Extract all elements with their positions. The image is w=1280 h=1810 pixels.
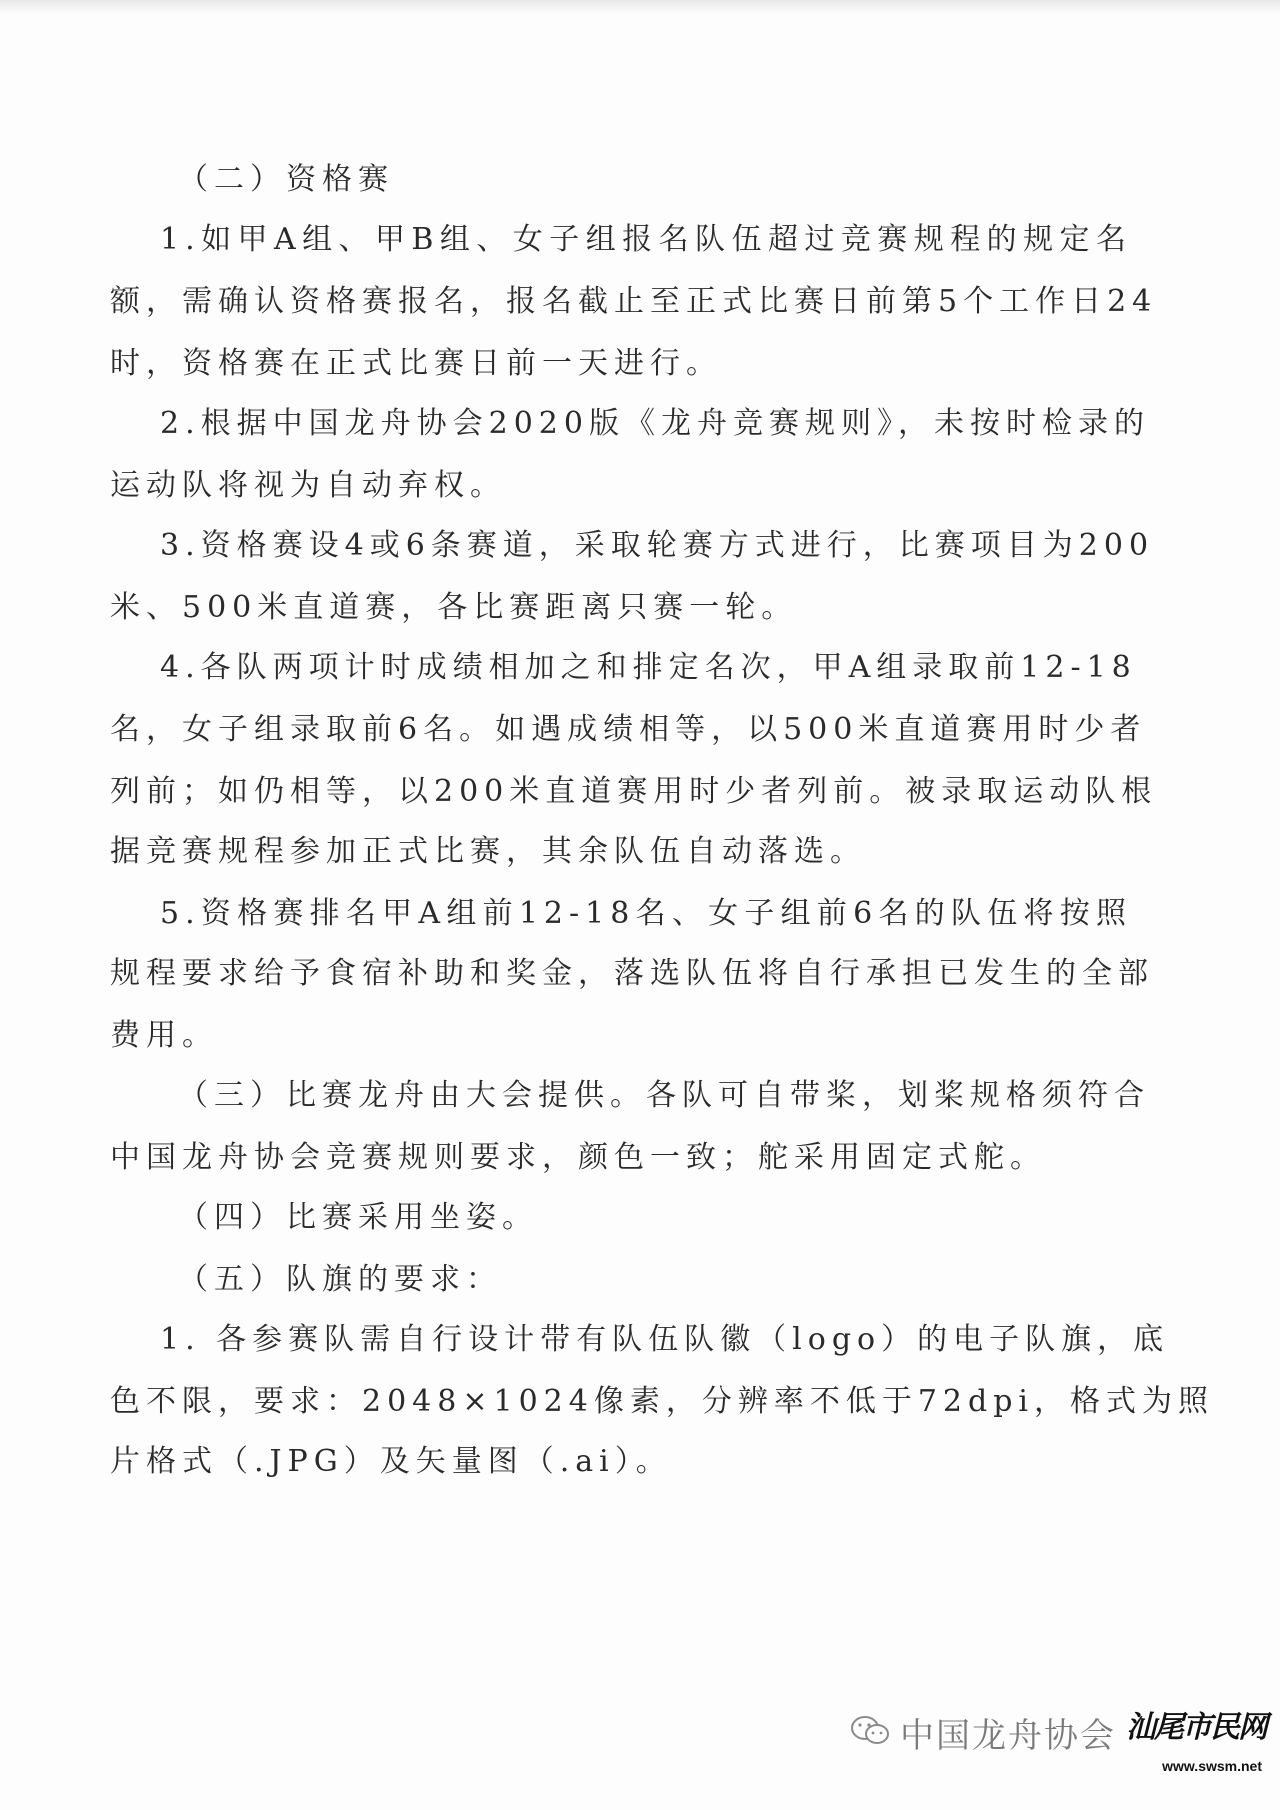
paragraph-line: 2.根据中国龙舟协会2020版《龙舟竞赛规则》，未按时检录的 — [160, 406, 1150, 441]
paragraph-line: 列前；如仍相等，以200米直道赛用时少者列前。被录取运动队根 — [110, 774, 1158, 809]
site-stamp — [1106, 1694, 1266, 1804]
paragraph-line: 1. 各参赛队需自行设计带有队伍队徽（logo）的电子队旗，底 — [160, 1322, 1170, 1357]
wechat-account-name: 中国龙舟协会 — [900, 1716, 1116, 1756]
paragraph-line: 片格式（.JPG）及矢量图（.ai）。 — [110, 1444, 672, 1479]
paragraph-line: 中国龙舟协会竞赛规则要求，颜色一致；舵采用固定式舵。 — [110, 1140, 1046, 1175]
paragraph-line: 5.资格赛排名甲A组前12-18名、女子组前6名的队伍将按照 — [160, 896, 1132, 931]
paragraph-line: 3.资格赛设4或6条赛道，采取轮赛方式进行，比赛项目为200 — [160, 528, 1155, 563]
paragraph-line: 米、500米直道赛，各比赛距离只赛一轮。 — [110, 590, 798, 625]
paragraph-line: 据竞赛规程参加正式比赛，其余队伍自动落选。 — [110, 834, 866, 869]
paragraph-line: 额，需确认资格赛报名，报名截止至正式比赛日前第5个工作日24 — [110, 284, 1158, 319]
paragraph-line: 时，资格赛在正式比赛日前一天进行。 — [110, 346, 722, 381]
paragraph-line: 名，女子组录取前6名。如遇成绩相等，以500米直道赛用时少者 — [110, 712, 1147, 747]
scan-edge — [0, 0, 1280, 14]
stamp-site-name: 汕尾市民网 — [1126, 1710, 1266, 1745]
paragraph-line: 色不限，要求：2048×1024像素，分辨率不低于72dpi，格式为照 — [110, 1384, 1215, 1419]
paragraph-line: 4.各队两项计时成绩相加之和排定名次，甲A组录取前12-18 — [160, 650, 1137, 685]
paragraph-line: 运动队将视为自动弃权。 — [110, 468, 506, 503]
paragraph-line: 规程要求给予食宿补助和奖金，落选队伍将自行承担已发生的全部 — [110, 956, 1154, 991]
section-heading-qualifier: （二）资格赛 — [178, 162, 394, 197]
stamp-url[interactable]: www.swsm.net — [1162, 1758, 1262, 1774]
section-heading-flag: （五）队旗的要求： — [178, 1262, 502, 1297]
paragraph-line: （三）比赛龙舟由大会提供。各队可自带桨，划桨规格须符合 — [178, 1078, 1150, 1113]
wechat-icon — [850, 1714, 890, 1748]
section-heading-posture: （四）比赛采用坐姿。 — [178, 1200, 538, 1235]
paragraph-line: 费用。 — [110, 1018, 218, 1053]
paragraph-line: 1.如甲A组、甲B组、女子组报名队伍超过竞赛规程的规定名 — [160, 222, 1132, 257]
